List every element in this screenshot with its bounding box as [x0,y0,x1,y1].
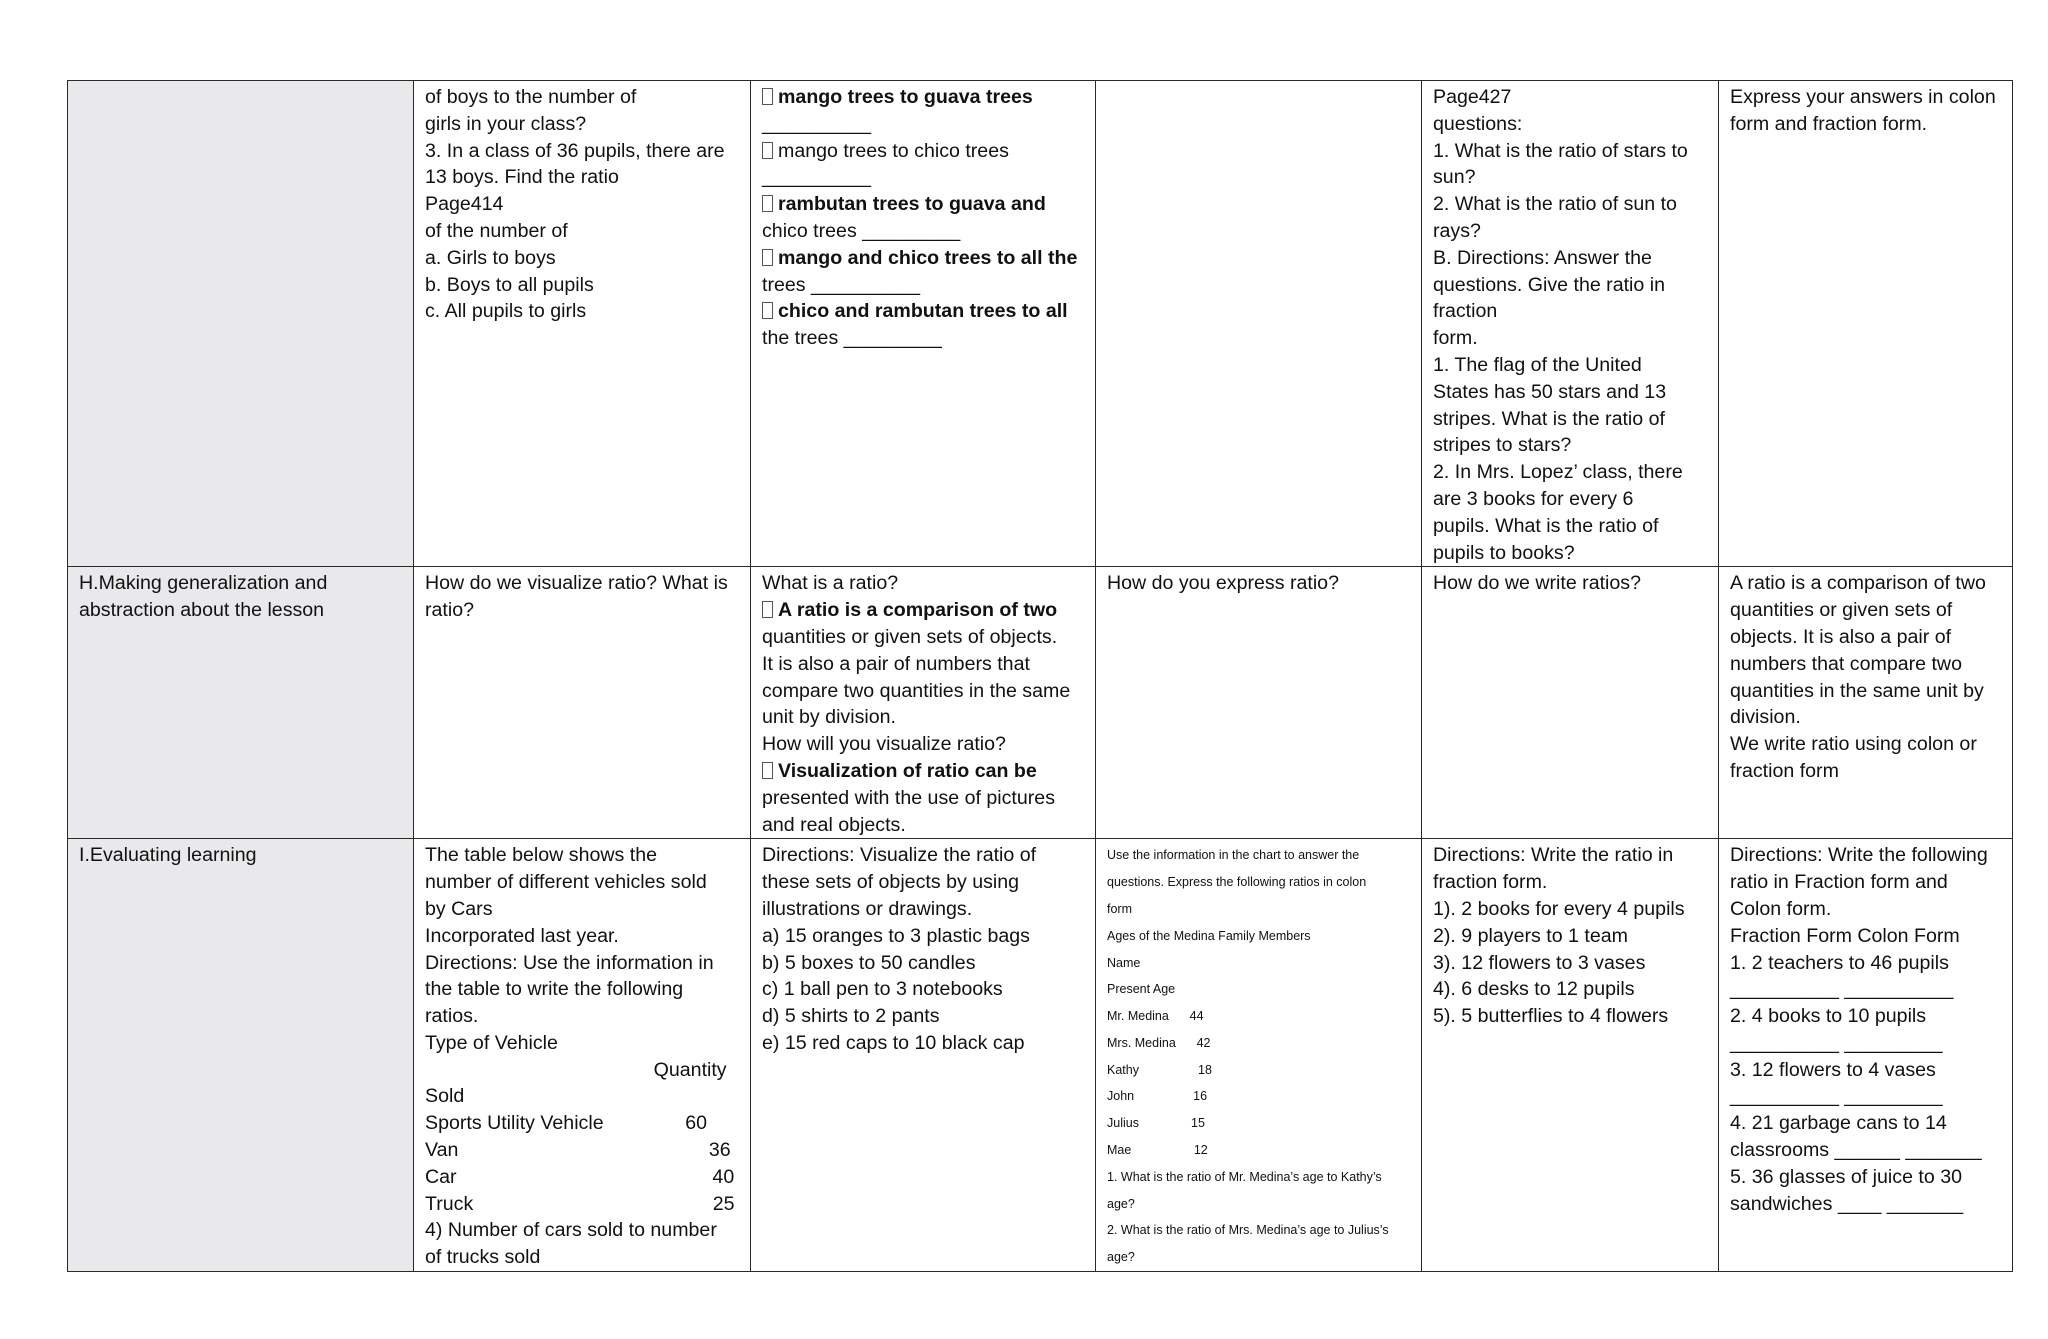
cell-line-text: c. All pupils to girls [425,300,587,323]
cell-line-text: girls in your class? [425,112,587,135]
cell-line-text: Page427 [1433,86,1512,108]
day3-cell [1096,567,1422,839]
cell-line [762,1003,1085,1030]
cell-line-text: Use the information in the chart to answer the [1107,848,1360,863]
cell-line-text: Fraction Form Colon Form [1730,924,1960,947]
cell-line-text: 5). 5 butterflies to 4 flowers [1433,1005,1669,1028]
cell-line [762,245,1085,272]
day1-cell [414,839,751,1272]
cell-line-text: the trees _________ [762,327,942,350]
cell-line-text: John 16 [1107,1089,1208,1104]
cell-line [425,1057,740,1084]
cell-line-text: sandwiches ____ _______ [1730,1192,1964,1215]
cell-line [425,245,740,272]
cell-line [1730,1137,2002,1164]
cell-line-text: 2). 9 players to 1 team [1433,924,1628,947]
cell-line [1107,1003,1411,1030]
cell-line-text: fraction [1433,300,1498,323]
cell-line-text: Truck 25 [425,1192,735,1215]
cell-line-text: rays? [1433,219,1481,242]
cell-line-text: Directions: Write the ratio in [1433,844,1674,867]
cell-line-text: 1. What is the ratio of Mr. Medina’s age to Kathy’s [1107,1169,1382,1184]
cell-line-text: fraction form [1730,759,1839,782]
cell-line [425,1217,740,1244]
cell-line-text: c) 1 ball pen to 3 notebooks [762,978,1003,1001]
cell-line-text: 4) Number of cars sold to number [425,1219,717,1242]
day2-cell [751,839,1096,1272]
day2-cell [751,567,1096,839]
cell-line [425,298,740,325]
cell-line [762,191,1085,218]
cell-line-text: 1. 2 teachers to 46 pupils [1730,951,1949,974]
day4-cell [1422,839,1719,1272]
cell-line-text: What is a ratio? [762,572,899,595]
cell-line-text: Incorporated last year. [425,924,619,947]
cell-line [762,869,1085,896]
cell-line [762,218,1085,245]
cell-line [762,896,1085,923]
cell-line-text: Julius 15 [1107,1116,1205,1131]
cell-line-text: of trucks sold [425,1246,541,1269]
cell-line-text: How will you visualize ratio? [762,733,1006,756]
cell-line [1433,325,1708,352]
cell-line [425,164,740,191]
cell-line-text: Type of Vehicle [425,1031,558,1054]
cell-line-text: unit by division. [762,706,896,729]
cell-line [79,842,403,869]
cell-line-text: age? [1107,1250,1135,1265]
cell-line [1107,1217,1411,1244]
cell-line [425,1030,740,1057]
cell-line [425,950,740,977]
cell-line-text: 4). 6 desks to 12 pupils [1433,978,1635,1001]
cell-line-text: The table below shows the [425,844,657,867]
cell-line-text: Directions: Use the information in [425,951,714,974]
cell-line [425,923,740,950]
cell-line [425,869,740,896]
cell-line [762,678,1085,705]
cell-line [762,325,1085,352]
missing-glyph-icon [762,302,773,319]
cell-line [762,298,1085,325]
cell-line [1730,704,2002,731]
cell-line-text: I.Evaluating learning [79,844,257,867]
cell-line [1433,896,1708,923]
cell-line [1433,570,1708,597]
cell-line-text: the table to write the following [425,978,684,1001]
cell-line-text: are 3 books for every 6 [1433,487,1634,510]
row-label-cell [68,839,414,1272]
cell-line [79,570,403,597]
cell-line [425,84,740,111]
cell-line-text: questions: [1433,112,1523,135]
cell-line-text: B. Directions: Answer the [1433,246,1652,269]
cell-line-text: mango and chico trees to all the [778,246,1078,269]
lesson-plan-table [67,80,2013,1272]
cell-line [1107,1110,1411,1137]
cell-line-text: 2. What is the ratio of sun to [1433,193,1677,216]
cell-line-text: abstraction about the lesson [79,599,325,622]
cell-line [1107,1137,1411,1164]
cell-line [1730,624,2002,651]
cell-line-text: rambutan trees to guava and [778,193,1046,216]
cell-line [762,785,1085,812]
cell-line-text: Quantity [425,1058,727,1081]
cell-line [425,191,740,218]
cell-line-text: quantities or given sets of objects. [762,625,1058,648]
cell-line [762,812,1085,839]
missing-glyph-icon [762,142,773,159]
cell-line [1433,486,1708,513]
cell-line-text: Directions: Write the following [1730,844,1988,867]
cell-line-text: pupils to books? [1433,541,1575,564]
cell-line [762,842,1085,869]
cell-line [1433,540,1708,567]
cell-line-text: __________ [762,112,871,135]
cell-line [425,1137,740,1164]
cell-line [762,976,1085,1003]
cell-line-text: __________ [762,166,871,189]
cell-line [1433,138,1708,165]
cell-line [1433,379,1708,406]
missing-glyph-icon [762,195,773,212]
table-row-evaluating [68,839,2013,1272]
cell-line-text: ratio in Fraction form and [1730,871,1948,894]
cell-line-text: 2. What is the ratio of Mrs. Medina’s age to Julius’s [1107,1223,1389,1238]
cell-line-text: by Cars [425,897,493,920]
cell-line [762,84,1085,111]
cell-line-text: How do you express ratio? [1107,572,1339,595]
cell-line-text: trees __________ [762,273,920,296]
cell-line [762,704,1085,731]
cell-line [425,1244,740,1271]
cell-line [1730,758,2002,785]
day3-cell [1096,81,1422,567]
cell-line-text: Car 40 [425,1165,735,1188]
cell-line [1107,1164,1411,1191]
cell-line [1433,459,1708,486]
day2-cell [751,81,1096,567]
cell-line-text: A ratio is a comparison of two [778,599,1058,622]
cell-line [1107,950,1411,977]
cell-line-text: number of different vehicles sold [425,871,707,894]
cell-line [1730,1110,2002,1137]
cell-line-text: a. Girls to boys [425,246,556,269]
day5-cell [1719,81,2013,567]
cell-line [1107,1083,1411,1110]
cell-line-text: mango trees to chico trees [778,139,1009,162]
cell-line-text: of boys to the number of [425,86,637,108]
cell-line [762,651,1085,678]
cell-line-text: It is also a pair of numbers that [762,652,1030,675]
cell-line-text: fraction form. [1433,871,1548,894]
cell-line [425,896,740,923]
cell-line [1107,1057,1411,1084]
cell-line-text: presented with the use of pictures [762,786,1055,809]
cell-line-text: 1). 2 books for every 4 pupils [1433,897,1685,920]
cell-line [1433,432,1708,459]
cell-line-text: form and fraction form. [1730,112,1928,135]
cell-line-text: questions. Express the following ratios in colon [1107,875,1367,890]
day1-cell [414,567,751,839]
day5-cell [1719,839,2013,1272]
cell-line [762,923,1085,950]
cell-line-text: illustrations or drawings. [762,897,973,920]
cell-line [762,111,1085,138]
cell-line [1730,1083,2002,1110]
cell-line [1107,976,1411,1003]
cell-line [425,218,740,245]
cell-line [1433,869,1708,896]
cell-line [1730,976,2002,1003]
cell-line-text: of the number of [425,219,568,242]
cell-line [1730,731,2002,758]
cell-line-text: 3). 12 flowers to 3 vases [1433,951,1646,974]
cell-line-text: b) 5 boxes to 50 candles [762,951,976,974]
cell-line [1730,1030,2002,1057]
cell-line-text: How do we write ratios? [1433,572,1641,595]
cell-line [1730,651,2002,678]
cell-line-text: sun? [1433,166,1476,189]
cell-line-text: Sports Utility Vehicle 60 [425,1112,708,1135]
cell-line [1730,896,2002,923]
cell-line-text: 1. The flag of the United [1433,353,1642,376]
cell-line-text: pupils. What is the ratio of [1433,514,1659,537]
cell-line-text: b. Boys to all pupils [425,273,594,296]
cell-line [425,1003,740,1030]
cell-line [1730,597,2002,624]
cell-line-text: Visualization of ratio can be [778,759,1037,782]
cell-line-text: ratios. [425,1005,479,1028]
cell-line [425,1164,740,1191]
cell-line [1433,923,1708,950]
cell-line-text: a) 15 oranges to 3 plastic bags [762,924,1030,947]
missing-glyph-icon [762,762,773,779]
cell-line [1107,842,1411,869]
cell-line [762,1030,1085,1057]
cell-line-text: form. [1433,327,1478,350]
cell-line [1730,1191,2002,1218]
cell-line [1433,406,1708,433]
cell-line-text: stripes. What is the ratio of [1433,407,1665,430]
cell-line [1433,352,1708,379]
cell-line-text: Directions: Visualize the ratio of [762,844,1037,867]
cell-line-text: compare two quantities in the same [762,679,1071,702]
cell-line [1730,1057,2002,1084]
cell-line-text: and real objects. [762,813,906,836]
cell-line-text: age? [1107,1196,1135,1211]
cell-line [1107,570,1411,597]
cell-line [425,1110,740,1137]
cell-line [762,597,1085,624]
cell-line [762,624,1085,651]
day4-cell [1422,81,1719,567]
cell-line-text: __________ _________ [1730,1085,1943,1108]
cell-line-text: classrooms ______ _______ [1730,1139,1982,1162]
cell-line [1107,1191,1411,1218]
cell-line [1730,1003,2002,1030]
cell-line-text: __________ __________ [1730,978,1954,1001]
cell-line [425,272,740,299]
cell-line-text: 4. 21 garbage cans to 14 [1730,1112,1947,1135]
cell-line [1433,111,1708,138]
day5-cell [1719,567,2013,839]
cell-line [425,1083,740,1110]
cell-line-text: Colon form. [1730,897,1832,920]
day4-cell [1422,567,1719,839]
cell-line-text: questions. Give the ratio in [1433,273,1665,296]
cell-line [1433,842,1708,869]
cell-line [425,842,740,869]
table-row-generalization [68,567,2013,839]
cell-line-text: 1. What is the ratio of stars to [1433,139,1688,162]
cell-line-text: 3. In a class of 36 pupils, there are [425,139,725,162]
cell-line-text: quantities in the same unit by [1730,679,1984,702]
cell-line-text: Present Age [1107,982,1176,997]
cell-line [1433,950,1708,977]
cell-line [425,138,740,165]
cell-line [425,976,740,1003]
cell-line [79,597,403,624]
cell-line-text: quantities or given sets of [1730,599,1953,622]
cell-line [1107,896,1411,923]
cell-line-text: Mr. Medina 44 [1107,1009,1204,1024]
day3-cell [1096,839,1422,1272]
cell-line-text: 13 boys. Find the ratio [425,166,619,189]
cell-line [1107,869,1411,896]
cell-line [762,570,1085,597]
cell-line-text: Mrs. Medina 42 [1107,1035,1211,1050]
cell-line [1730,869,2002,896]
cell-line-text: 2. In Mrs. Lopez’ class, there [1433,461,1683,484]
cell-line [762,731,1085,758]
cell-line-text: these sets of objects by using [762,871,1020,894]
cell-line-text: mango trees to guava trees [778,86,1033,108]
cell-line [1433,218,1708,245]
cell-line-text: States has 50 stars and 13 [1433,380,1667,403]
cell-line [425,570,740,597]
cell-line-text: Van 36 [425,1139,731,1162]
cell-line-text: Kathy 18 [1107,1062,1212,1077]
cell-line [1433,272,1708,299]
cell-line [1107,1030,1411,1057]
cell-line [1433,164,1708,191]
cell-line [1433,298,1708,325]
row-label-cell [68,567,414,839]
cell-line [1107,1244,1411,1271]
cell-line [762,138,1085,165]
cell-line [1433,1003,1708,1030]
cell-line-text: H.Making generalization and [79,572,328,595]
cell-line-text: numbers that compare two [1730,652,1962,675]
cell-line-text: objects. It is also a pair of [1730,625,1952,648]
cell-line-text: We write ratio using colon or [1730,733,1977,756]
cell-line-text: Sold [425,1085,465,1108]
cell-line-text: chico trees _________ [762,219,961,242]
cell-line-text: Name [1107,955,1141,970]
cell-line [1730,570,2002,597]
cell-line [762,950,1085,977]
cell-line [762,758,1085,785]
cell-line-text: A ratio is a comparison of two [1730,572,1986,595]
cell-line [425,111,740,138]
cell-line [1433,191,1708,218]
cell-line [1433,976,1708,1003]
cell-line-text: 5. 36 glasses of juice to 30 [1730,1165,1963,1188]
missing-glyph-icon [762,601,773,618]
row-label-cell [68,81,414,567]
cell-line-text: Ages of the Medina Family Members [1107,928,1311,943]
cell-line [762,272,1085,299]
cell-line [1433,84,1708,111]
cell-line-text: e) 15 red caps to 10 black cap [762,1031,1025,1054]
cell-line [425,597,740,624]
cell-line [762,164,1085,191]
cell-line-text: ratio? [425,599,475,622]
cell-line [1730,111,2002,138]
cell-line [1730,84,2002,111]
cell-line [1730,678,2002,705]
missing-glyph-icon [762,249,773,266]
cell-line-text: division. [1730,706,1801,729]
cell-line [1730,842,2002,869]
cell-line-text: Express your answers in colon [1730,86,1996,108]
missing-glyph-icon [762,88,773,105]
cell-line-text: Mae 12 [1107,1143,1208,1158]
cell-line-text: __________ _________ [1730,1031,1943,1054]
cell-line [1730,923,2002,950]
cell-line [1107,923,1411,950]
cell-line-text: stripes to stars? [1433,434,1572,457]
cell-line [1730,1164,2002,1191]
cell-line [1433,513,1708,540]
day1-cell [414,81,751,567]
cell-line-text: How do we visualize ratio? What is [425,572,728,595]
table-row-continuation [68,81,2013,567]
cell-line-text: 2. 4 books to 10 pupils [1730,1005,1927,1028]
cell-line-text: Page414 [425,193,504,216]
cell-line-text: d) 5 shirts to 2 pants [762,1005,940,1028]
cell-line-text: chico and rambutan trees to all [778,300,1068,323]
cell-line-text: 3. 12 flowers to 4 vases [1730,1058,1936,1081]
cell-line [1433,245,1708,272]
cell-line-text: form [1107,901,1132,916]
cell-line [1730,950,2002,977]
cell-line [425,1191,740,1218]
